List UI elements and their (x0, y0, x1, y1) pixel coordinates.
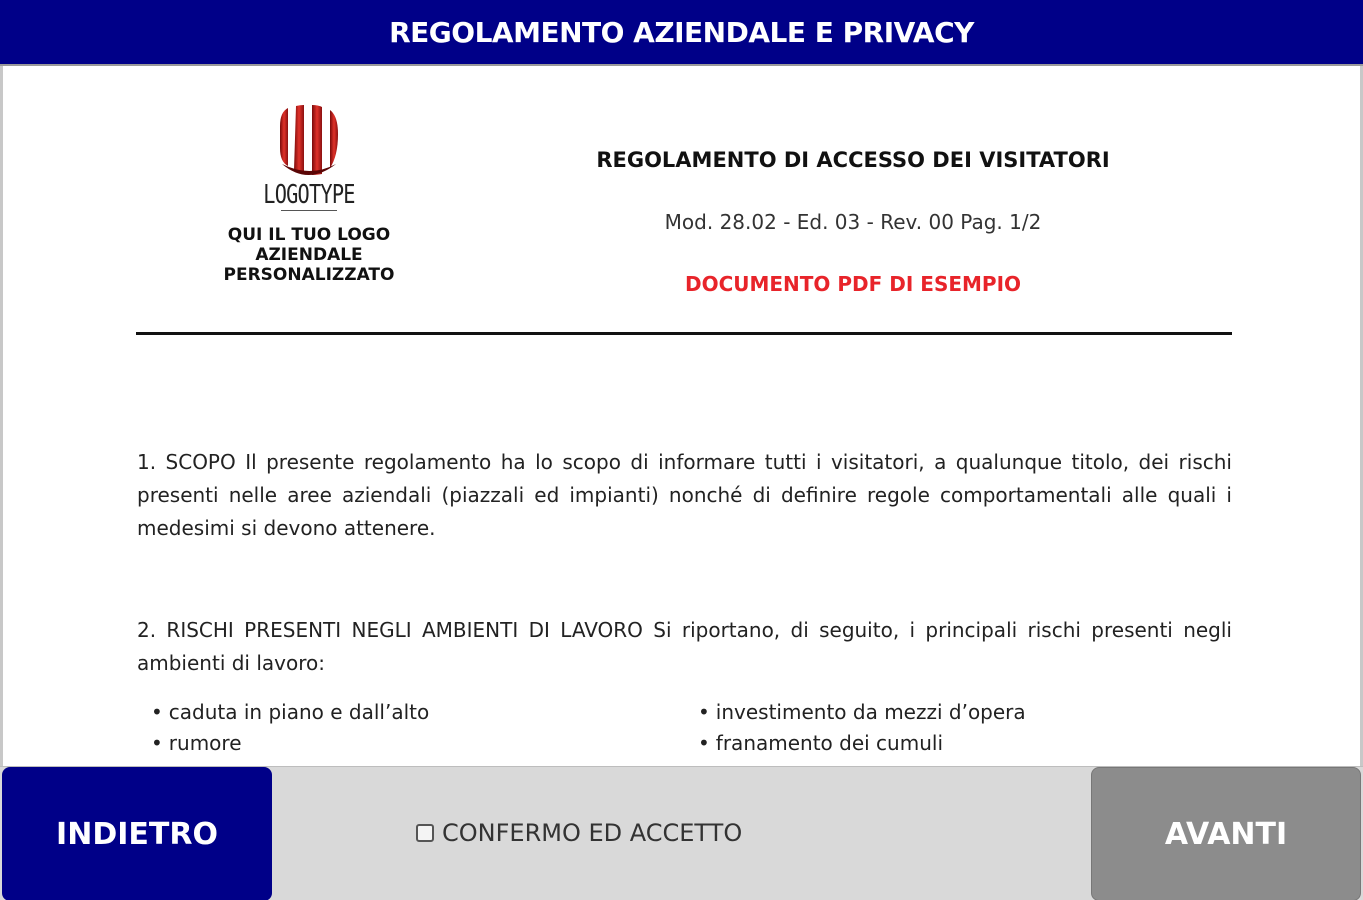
company-logo (203, 104, 415, 285)
logo-caption-line: PERSONALIZZATO (223, 265, 395, 285)
logo-underline (281, 210, 337, 211)
logo-caption (203, 225, 415, 285)
paragraph-scope: 1. SCOPO Il presente regolamento ha lo scopo di informare tutti i visitatori, a qualunque titolo, dei rischi presenti nelle aree aziendali (piazzali ed impianti) nonché di definire regole comportamentali alle quali i medesimi si devono attenere. (137, 450, 1232, 540)
logo-wordmark: LOGOTYPE (263, 180, 355, 210)
next-button[interactable]: AVANTI (1091, 767, 1361, 900)
list-item: • franamento dei cumuli (698, 731, 944, 755)
page-title: REGOLAMENTO AZIENDALE E PRIVACY (389, 15, 974, 49)
document-revision: Mod. 28.02 - Ed. 03 - Rev. 00 Pag. 1/2 (664, 210, 1042, 234)
logo-caption-line: QUI IL TUO LOGO (227, 225, 391, 245)
list-item: • investimento da mezzi d’opera (698, 700, 1026, 724)
confirm-accept-checkbox[interactable] (416, 817, 742, 849)
sample-notice: DOCUMENTO PDF DI ESEMPIO (684, 272, 1022, 296)
document-viewer[interactable] (0, 66, 1363, 766)
header-bar (0, 0, 1363, 66)
back-button[interactable]: INDIETRO (2, 767, 272, 900)
footer-bar (0, 766, 1363, 900)
confirm-accept-label[interactable]: CONFERMO ED ACCETTO (442, 819, 743, 847)
heading-divider (136, 332, 1232, 335)
logo-caption-line: AZIENDALE (255, 245, 363, 265)
list-item: • caduta in piano e dall’alto (151, 700, 430, 724)
list-item: • rumore (151, 731, 242, 755)
checkbox-icon[interactable] (416, 824, 434, 842)
paragraph-risks: 2. RISCHI PRESENTI NEGLI AMBIENTI DI LAVORO Si riportano, di seguito, i principali rischi presenti negli ambienti di lavoro: (137, 618, 1232, 675)
document-heading (563, 148, 1143, 296)
document-title: REGOLAMENTO DI ACCESSO DEI VISITATORI (596, 148, 1110, 172)
risk-list (151, 700, 1151, 760)
logo-mark-icon (274, 104, 344, 182)
